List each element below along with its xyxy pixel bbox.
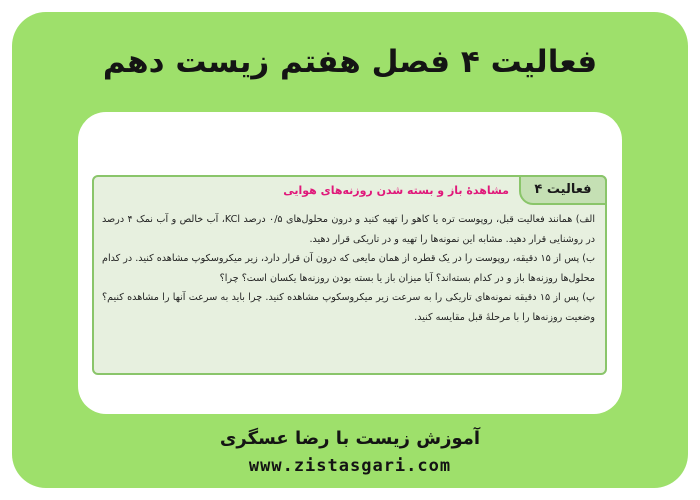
footer-author: آموزش زیست با رضا عسگری xyxy=(219,428,481,449)
activity-paragraph-c: پ) پس از ۱۵ دقیقه نمونه‌های تاریکی را به سرعت زیر میکروسکوپ مشاهده کنید. چرا باید به سرعت آنها را مشاهده کنیم؟ وضعیت روزنه‌ها را با مرحلهٔ قبل مقایسه کنید. xyxy=(102,292,595,323)
footer-url[interactable]: www.zistasgari.com xyxy=(248,456,452,476)
activity-paragraph-a: الف) همانند فعالیت قبل، روپوست تره یا کاهو را تهیه کنید و درون محلول‌های ۰/۵ درصد KCl، آب خالص و آب نمک ۴ درصد در روشنایی قرار دهید. مشابه این نمونه‌ها را تهیه و در تاریکی قرار دهید. xyxy=(102,214,595,245)
activity-body xyxy=(102,210,595,328)
activity-box xyxy=(92,175,607,375)
page-title: فعالیت ۴ فصل هفتم زیست دهم xyxy=(102,44,598,80)
activity-heading: مشاهدهٔ باز و بسته شدن روزنه‌های هوایی xyxy=(283,184,509,197)
activity-label: فعالیت ۴ xyxy=(519,175,607,205)
activity-paragraph-b: ب) پس از ۱۵ دقیقه، روپوست را در یک قطره از همان مایعی که درون آن قرار دارد، زیر میکروسکوپ مشاهده کنید. در کدام محلول‌ها روزنه‌ها باز و در کدام بسته‌اند؟ آیا میزان باز یا بسته بودن روزنه‌ها یکسان است؟ چرا؟ xyxy=(102,253,595,284)
